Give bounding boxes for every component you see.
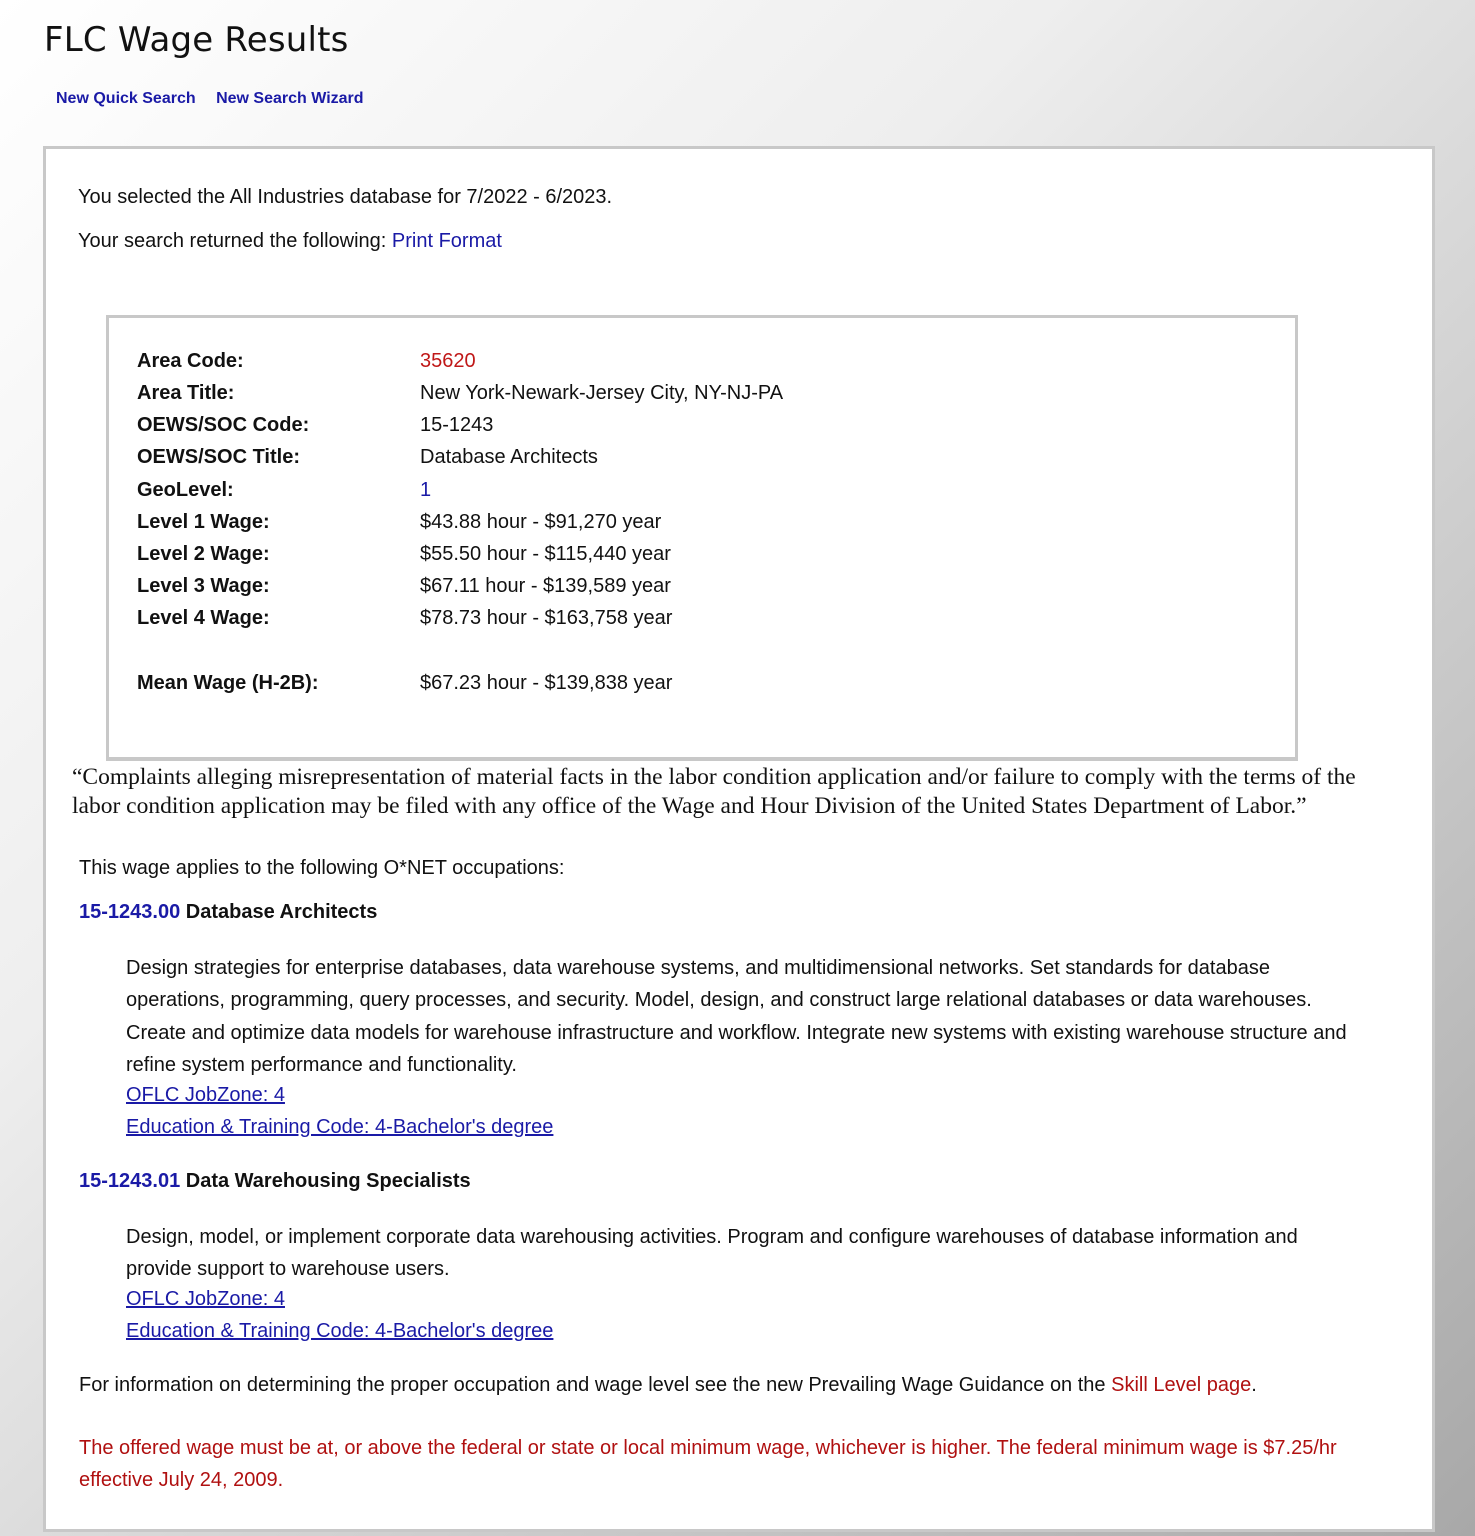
geolevel-row [137, 479, 431, 502]
occupation-code-link[interactable]: 15-1243.01 [79, 1170, 181, 1192]
area-code-label: Area Code: [137, 350, 244, 372]
level1-wage-value: $43.88 hour - $91,270 year [420, 511, 662, 533]
mean-wage-label: Mean Wage (H-2B): [137, 672, 319, 694]
occupation-heading [79, 901, 377, 924]
jobzone-link[interactable]: OFLC JobZone: 4 [126, 1288, 285, 1310]
level2-wage-label: Level 2 Wage: [137, 543, 270, 565]
occupation-description: Design strategies for enterprise databases, data warehouse systems, and multidimensional networks. Set standards for database operations, programming, query processes, and security. Model, design, and construct large relational databases or data warehouses. Create and optimize data models for warehouse infrastructure and workflow. Integrate new systems with existing warehouse structure and refine system performance and functionality. [126, 957, 1347, 1076]
occupation-heading [79, 1170, 471, 1193]
soc-title-row [137, 446, 598, 469]
soc-code-value: 15-1243 [420, 414, 494, 436]
area-title-label: Area Title: [137, 382, 235, 404]
geolevel-label: GeoLevel: [137, 479, 234, 501]
page-title: FLC Wage Results [44, 20, 349, 60]
guidance-line [79, 1374, 1257, 1397]
results-panel [43, 146, 1435, 1532]
onet-intro-text: This wage applies to the following O*NET occupations: [79, 857, 565, 879]
level4-wage-row [137, 607, 672, 630]
database-selection-text: You selected the All Industries database for 7/2022 - 6/2023. [78, 186, 613, 208]
level4-wage-label: Level 4 Wage: [137, 607, 270, 629]
complaint-notice: “Complaints alleging misrepresentation of material facts in the labor condition application and/or failure to comply with the terms of the labor condition application may be filed with any office of the Wage and Hour Division of the United States Department of Labor.” [72, 764, 1356, 819]
soc-code-row [137, 414, 493, 437]
wage-info-box [106, 315, 1298, 761]
level1-wage-row [137, 511, 661, 534]
new-search-wizard-link[interactable]: New Search Wizard [216, 90, 364, 107]
soc-title-label: OEWS/SOC Title: [137, 446, 300, 468]
soc-title-value: Database Architects [420, 446, 598, 468]
mean-wage-row [137, 672, 672, 695]
education-code-link[interactable]: Education & Training Code: 4-Bachelor's degree [126, 1116, 554, 1138]
new-quick-search-link[interactable]: New Quick Search [56, 90, 196, 107]
search-returned-line [78, 230, 502, 253]
soc-code-label: OEWS/SOC Code: [137, 414, 310, 436]
occupation-code-link[interactable]: 15-1243.00 [79, 901, 181, 923]
mean-wage-value: $67.23 hour - $139,838 year [420, 672, 673, 694]
geolevel-value[interactable]: 1 [420, 479, 432, 501]
occupation-description: Design, model, or implement corporate data warehousing activities. Program and configure warehouses of database information and provide support to warehouse users. [126, 1226, 1298, 1281]
guidance-text: For information on determining the proper occupation and wage level see the new Prevailing Wage Guidance on the [79, 1374, 1106, 1396]
minimum-wage-notice: The offered wage must be at, or above the federal or state or local minimum wage, whichever is higher. The federal minimum wage is $7.25/hr effective July 24, 2009. [79, 1437, 1337, 1491]
education-code-link[interactable]: Education & Training Code: 4-Bachelor's degree [126, 1320, 554, 1342]
search-returned-text: Your search returned the following: [78, 230, 387, 252]
skill-level-link[interactable]: Skill Level page [1111, 1374, 1252, 1396]
occupation-title: Data Warehousing Specialists [185, 1170, 471, 1192]
level2-wage-value: $55.50 hour - $115,440 year [420, 543, 671, 565]
level2-wage-row [137, 543, 671, 566]
jobzone-link[interactable]: OFLC JobZone: 4 [126, 1084, 285, 1106]
level3-wage-row [137, 575, 671, 598]
area-title-row [137, 382, 783, 405]
guidance-end: . [1251, 1374, 1257, 1396]
level3-wage-value: $67.11 hour - $139,589 year [420, 575, 671, 597]
level4-wage-value: $78.73 hour - $163,758 year [420, 607, 673, 629]
area-code-value[interactable]: 35620 [420, 350, 476, 372]
area-code-row [137, 350, 476, 373]
level3-wage-label: Level 3 Wage: [137, 575, 270, 597]
occupation-title: Database Architects [185, 901, 378, 923]
top-nav [56, 90, 380, 108]
area-title-value: New York-Newark-Jersey City, NY-NJ-PA [420, 382, 784, 404]
level1-wage-label: Level 1 Wage: [137, 511, 270, 533]
print-format-link[interactable]: Print Format [391, 230, 502, 252]
